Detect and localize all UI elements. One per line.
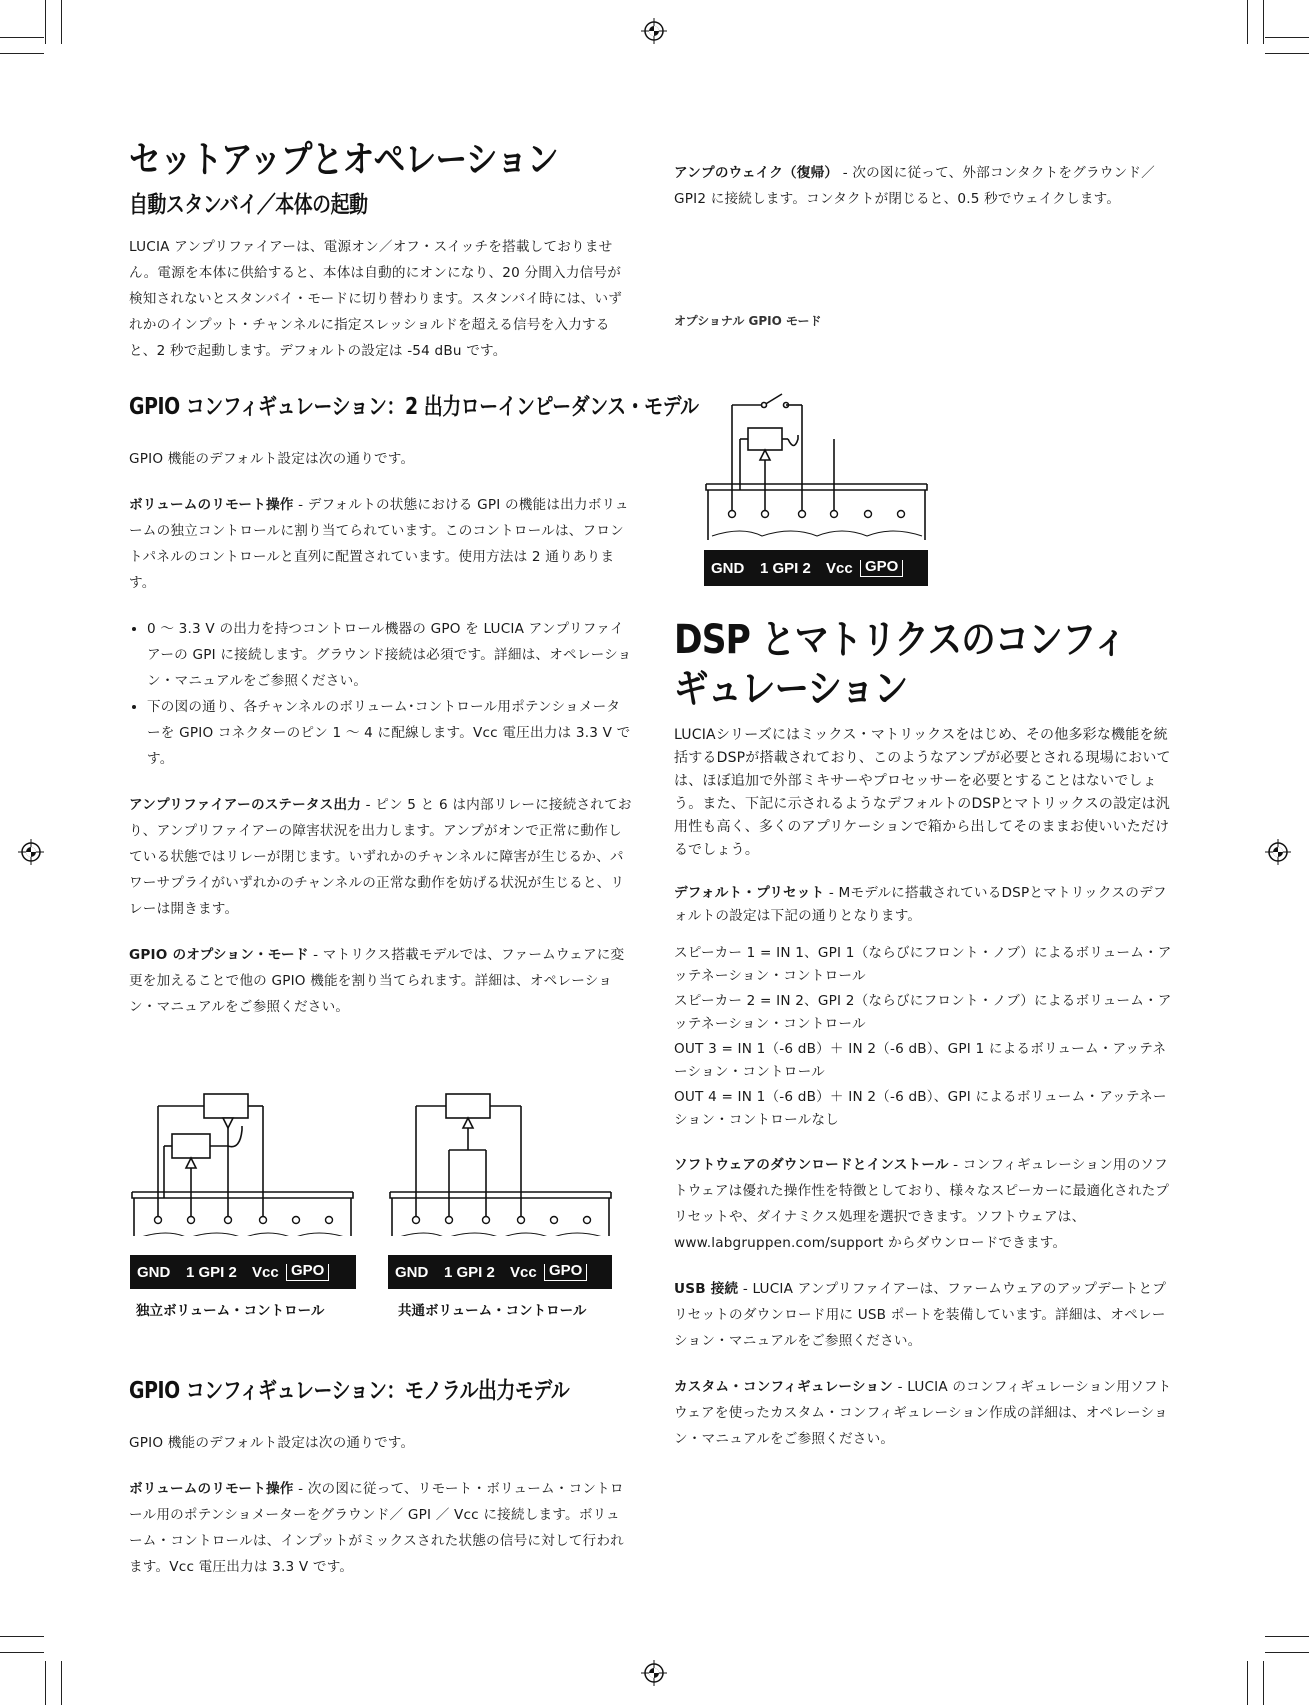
software-paragraph bbox=[674, 1152, 1178, 1256]
custom-config-label: カスタム・コンフィギュレーション bbox=[674, 1378, 894, 1395]
right-column-dsp bbox=[674, 616, 1178, 1452]
page-title: セットアップとオペレーション bbox=[129, 138, 558, 181]
registration-mark-icon bbox=[18, 839, 44, 865]
crop-mark bbox=[1263, 0, 1264, 44]
gpio-default-intro: GPIO 機能のデフォルト設定は次の通りです。 bbox=[129, 450, 415, 467]
remote-volume-text: - デフォルトの状態における GPI の機能は出力ボリュームの独立コントロールに割り当てられています。このコントロールは、フロントパネルのコントロールと直列に配置されています。使用方法は 2 通りあります。 bbox=[129, 496, 629, 591]
pin-gpi-label: 1 GPI 2 bbox=[444, 1263, 495, 1281]
crop-mark bbox=[1265, 37, 1309, 38]
left-column bbox=[129, 138, 699, 1020]
crop-mark bbox=[0, 1636, 44, 1637]
auto-standby-body: LUCIA アンプリファイアーは、電源オン／オフ・スイッチを搭載しておりません。電源を本体に供給すると、本体は自動的にオンになり、20 分間入力信号が検知されないとスタンバイ・モードに切り替わります。スタンバイ時には、いずれかのインプット・チャンネルに指定スレッショルドを超える信号を入力すると、2 秒で起動します。デフォルトの設定は -54 dBu です。 bbox=[129, 238, 623, 359]
crop-mark bbox=[1247, 1661, 1248, 1705]
optional-gpio-mode-label: オプショナル GPIO モード bbox=[674, 314, 822, 328]
left-bottom-section bbox=[129, 1378, 633, 1580]
pin-gpo-label: GPO bbox=[286, 1264, 329, 1281]
remote-volume-paragraph bbox=[129, 492, 633, 596]
pin-label-bar bbox=[388, 1255, 612, 1289]
dsp-intro-body: LUCIAシリーズにはミックス・マトリックスをはじめ、その他多彩な機能を統括するDSPが搭載されており、このようなアンプが必要とされる現場においては、ほぼ追加で外部ミキサーやプロセッサーを必要とすることはないでしょう。また、下記に示されるようなデフォルトのDSPとマトリックスの設定は汎用性も高く、多くのアプリケーションで箱から出してそのままお使いいただけるでしょう。 bbox=[674, 726, 1171, 858]
diagram-caption-common: 共通ボリューム・コントロール bbox=[398, 1303, 587, 1319]
gpio-mono-intro: GPIO 機能のデフォルト設定は次の通りです。 bbox=[129, 1434, 415, 1451]
default-preset-text: - Mモデルに搭載されているDSPとマトリックスのデフォルトの設定は下記の通りとなります。 bbox=[674, 884, 1167, 924]
wake-text: - 次の図に従って、外部コンタクトをグラウンド／ GPI2 に接続します。コンタクトが閉じると、0.5 秒でウェイクします。 bbox=[674, 165, 1155, 207]
mono-remote-volume-paragraph bbox=[129, 1476, 633, 1580]
dsp-section-title: DSP とマトリクスのコンフィギュレーション bbox=[674, 617, 1127, 712]
preset-item: スピーカー 1 = IN 1、GPI 1（ならびにフロント・ノブ）によるボリューム・アッテネーション・コントロール bbox=[674, 944, 1172, 984]
default-preset-paragraph bbox=[674, 882, 1178, 928]
wake-paragraph bbox=[674, 160, 1178, 212]
crop-mark bbox=[1265, 1652, 1309, 1653]
pin-gpo-label: GPO bbox=[544, 1264, 587, 1281]
pin-vcc-label: Vcc bbox=[510, 1263, 537, 1281]
software-text: - コンフィギュレーション用のソフトウェアは優れた操作性を特徴としており、様々なスピーカーに最適化されたプリセットや、ダイナミクス処理を選択できます。ソフトウェアは、www.labgruppen.com/support からダウンロードできます。 bbox=[674, 1156, 1170, 1251]
crop-mark bbox=[1247, 0, 1248, 44]
status-output-label: アンプリファイアーのステータス出力 bbox=[129, 796, 362, 813]
right-column-top bbox=[674, 160, 1178, 212]
crop-mark bbox=[45, 1661, 46, 1705]
registration-mark-icon bbox=[641, 1660, 667, 1686]
pin-gnd-label: GND bbox=[711, 559, 745, 577]
pin-vcc-label: Vcc bbox=[252, 1263, 279, 1281]
crop-mark bbox=[45, 0, 46, 44]
diagram-caption-independent: 独立ボリューム・コントロール bbox=[136, 1303, 325, 1319]
usb-paragraph bbox=[674, 1276, 1178, 1354]
preset-item: スピーカー 2 = IN 2、GPI 2（ならびにフロント・ノブ）によるボリューム・アッテネーション・コントロール bbox=[674, 992, 1172, 1032]
crop-mark bbox=[61, 1661, 62, 1705]
status-output-paragraph bbox=[129, 792, 633, 922]
crop-mark bbox=[61, 0, 62, 44]
registration-mark-icon bbox=[641, 18, 667, 44]
section-heading-gpio-mono: GPIO コンフィギュレーション：モノラル出力モデル bbox=[129, 1378, 570, 1404]
option-mode-text: - マトリクス搭載モデルでは、ファームウェアに変更を加えることで他の GPIO 機能を割り当てられます。詳細は、オペレーション・マニュアルをご参照ください。 bbox=[129, 946, 625, 1015]
pin-vcc-label: Vcc bbox=[826, 559, 853, 577]
pin-label-bar bbox=[704, 550, 928, 586]
custom-config-text: - LUCIA のコンフィギュレーション用ソフトウェアを使ったカスタム・コンフィギュレーション作成の詳細は、オペレーション・マニュアルをご参照ください。 bbox=[674, 1378, 1172, 1447]
registration-mark-icon bbox=[1265, 839, 1291, 865]
crop-mark bbox=[1263, 1661, 1264, 1705]
usb-label: USB 接続 bbox=[674, 1280, 739, 1297]
list-item: • 下の図の通り、各チャンネルのボリューム･コントロール用ポテンショメーターを GPIO コネクターのピン 1 ～ 4 に配線します。Vcc 電圧出力は 3.3 V です。 bbox=[147, 694, 633, 772]
pin-gpi-label: 1 GPI 2 bbox=[760, 559, 811, 577]
wiring-diagram-common bbox=[386, 1090, 616, 1236]
preset-item: OUT 4 = IN 1（-6 dB）＋ IN 2（-6 dB）、GPI によるボリューム・アッテネーション・コントロールなし bbox=[674, 1088, 1167, 1128]
pin-gnd-label: GND bbox=[395, 1263, 429, 1281]
option-mode-paragraph bbox=[129, 942, 633, 1020]
crop-mark bbox=[0, 53, 44, 54]
mono-remote-volume-text: - 次の図に従って、リモート・ボリューム・コントロール用のポテンショメーターをグラウンド／ GPI ／ Vcc に接続します。ボリューム・コントロールは、インプットがミックスされた状態の信号に対して行われます。Vcc 電圧出力は 3.3 V です。 bbox=[129, 1480, 624, 1575]
section-heading-auto-standby: 自動スタンバイ／本体の起動 bbox=[129, 192, 368, 219]
wake-label: アンプのウェイク（復帰） bbox=[674, 165, 839, 181]
remote-volume-label: ボリュームのリモート操作 bbox=[129, 496, 294, 513]
wiring-diagram-wake bbox=[702, 390, 932, 540]
option-mode-label: GPIO のオプション・モード bbox=[129, 946, 309, 963]
pin-gpo-label: GPO bbox=[860, 560, 903, 577]
pin-gnd-label: GND bbox=[137, 1263, 171, 1281]
pin-label-bar bbox=[130, 1255, 356, 1289]
usb-text: - LUCIA アンプリファイアーは、ファームウェアのアップデートとプリセットのダウンロード用に USB ポートを装備しています。詳細は、オペレーション・マニュアルをご参照ください。 bbox=[674, 1280, 1167, 1349]
default-preset-label: デフォルト・プリセット bbox=[674, 884, 825, 901]
crop-mark bbox=[1265, 53, 1309, 54]
preset-item: OUT 3 = IN 1（-6 dB）＋ IN 2（-6 dB）、GPI 1 によるボリューム・アッテネーション・コントロール bbox=[674, 1040, 1167, 1080]
section-heading-gpio-2ch: GPIO コンフィギュレーション：2 出力ローインピーダンス・モデル bbox=[129, 393, 699, 420]
custom-config-paragraph bbox=[674, 1374, 1178, 1452]
status-output-text: - ピン 5 と 6 は内部リレーに接続されており、アンプリファイアーの障害状況を出力します。アンプがオンで正常に動作している状態ではリレーが閉じます。いずれかのチャンネルに障害が生じるか、パワーサプライがいずれかのチャンネルの正常な動作を妨げる状況が生じると、リレーは開きます。 bbox=[129, 796, 632, 917]
crop-mark bbox=[1265, 1636, 1309, 1637]
mono-remote-volume-label: ボリュームのリモート操作 bbox=[129, 1480, 294, 1497]
crop-mark bbox=[0, 37, 44, 38]
list-item: • 0 ～ 3.3 V の出力を持つコントロール機器の GPO を LUCIA アンプリファイアーの GPI に接続します。グラウンド接続は必須です。詳細は、オペレーション・マニュアルをご参照ください。 bbox=[147, 616, 633, 694]
pin-gpi-label: 1 GPI 2 bbox=[186, 1263, 237, 1281]
software-label: ソフトウェアのダウンロードとインストール bbox=[674, 1156, 949, 1173]
usage-bullet-list bbox=[129, 616, 633, 772]
wiring-diagram-independent bbox=[128, 1090, 358, 1236]
crop-mark bbox=[0, 1652, 44, 1653]
